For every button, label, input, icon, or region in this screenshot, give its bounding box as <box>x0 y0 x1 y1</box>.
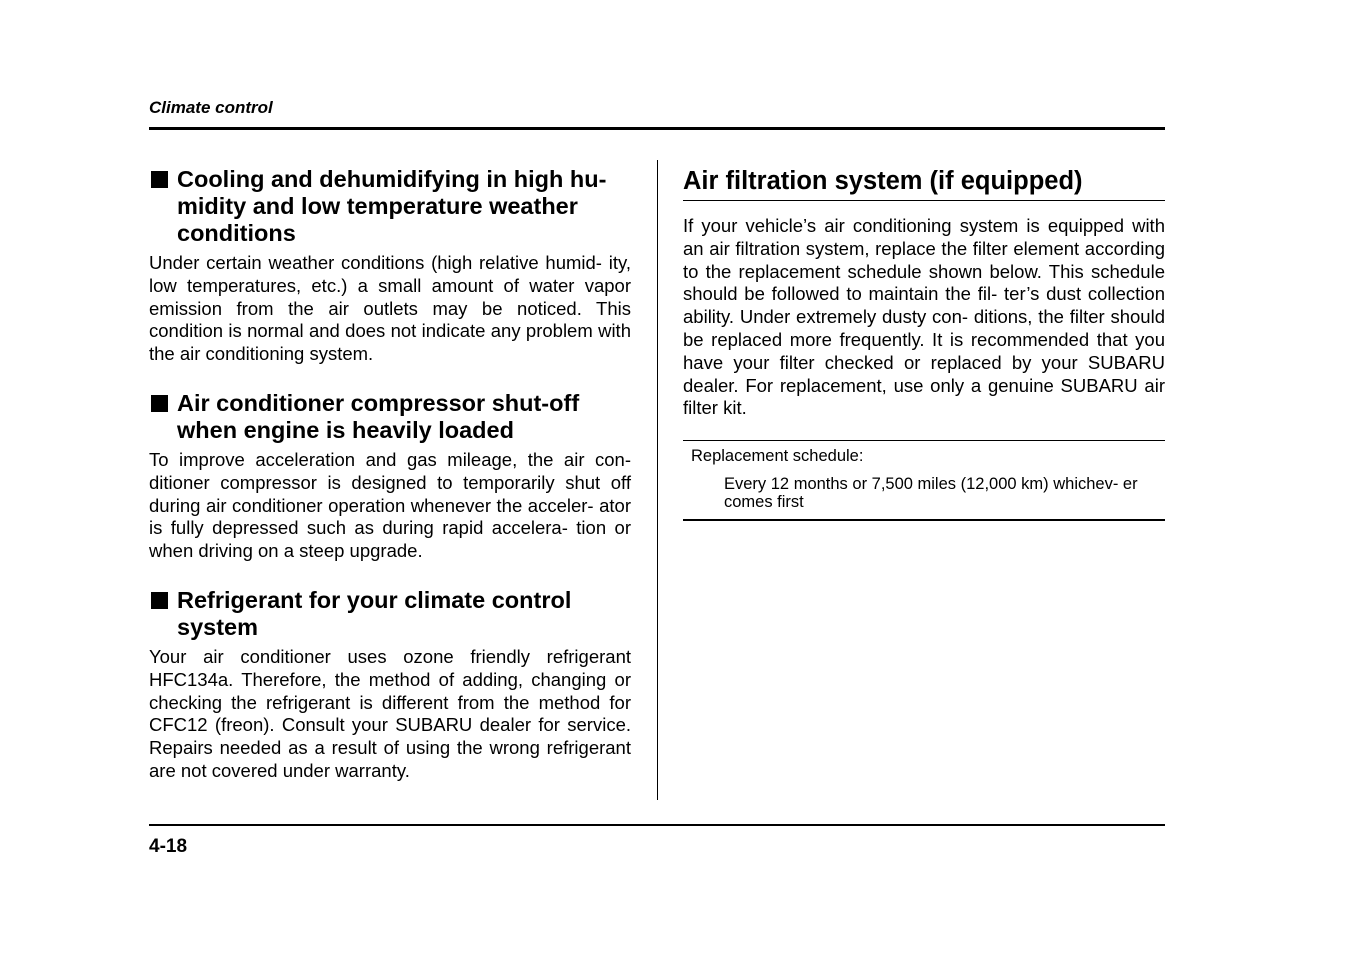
section-title: Refrigerant for your climate control system <box>177 586 572 640</box>
section-title: Air conditioner compressor shut-off when engine is heavily loaded <box>177 389 580 443</box>
section-refrigerant <box>149 587 631 783</box>
column-divider <box>657 160 658 800</box>
footer-rule <box>149 824 1165 826</box>
section-heading <box>149 166 631 247</box>
section-body: Under certain weather conditions (high relative humid- ity, low temperatures, etc.) a small amount of water vapor emission from the air outlets may be noticed. This condition is normal and does not indicate any problem with the air conditioning system. <box>149 252 631 365</box>
section-heading <box>149 390 631 444</box>
air-filtration-body: If your vehicle’s air conditioning system is equipped with an air filtration system, replace the filter element according to the replacement schedule shown below. This schedule should be followed to maintain the fil- ter’s dust collection ability. Under extremely dusty con- ditions, the filter should be replaced more frequently. It is recommended that you have your filter checked or replaced by your SUBARU dealer. For replacement, use only a genuine SUBARU air filter kit. <box>683 215 1165 419</box>
running-header-title: Climate control <box>149 98 273 117</box>
square-bullet-icon <box>151 395 168 412</box>
left-column <box>149 166 631 807</box>
air-filtration-title: Air filtration system (if equipped) <box>683 166 1165 201</box>
header-rule <box>149 127 1165 130</box>
page-number: 4-18 <box>149 836 188 857</box>
section-body: To improve acceleration and gas mileage, the air con- ditioner compressor is designed to temporarily shut off during air conditioner operation whenever the acceler- ator is fully depressed such as during rapid accelera- tion or when driving on a steep upgrade. <box>149 448 631 562</box>
replacement-schedule-box <box>683 440 1165 521</box>
section-cooling-dehumidifying <box>149 166 631 366</box>
right-column <box>683 166 1165 521</box>
schedule-label: Replacement schedule: <box>691 447 864 466</box>
schedule-item: Every 12 months or 7,500 miles (12,000 km) whichev- er comes first <box>724 475 1138 512</box>
section-title: Cooling and dehumidifying in high hu- midity and low temperature weather conditions <box>177 166 607 246</box>
section-heading <box>149 587 631 641</box>
section-body: Your air conditioner uses ozone friendly refrigerant HFC134a. Therefore, the method of adding, changing or checking the refrigerant is different from the method for CFC12 (freon). Consult your SUBARU dealer for service. Repairs needed as a result of using the wrong refrigerant are not covered under warranty. <box>149 645 631 781</box>
section-compressor-shutoff <box>149 390 631 563</box>
square-bullet-icon <box>151 592 168 609</box>
square-bullet-icon <box>151 171 168 188</box>
